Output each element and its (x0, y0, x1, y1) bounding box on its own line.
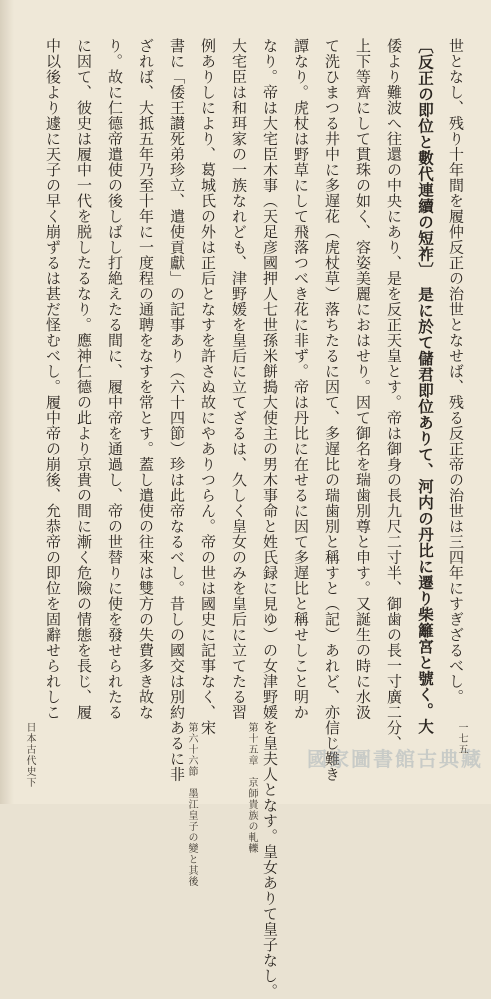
page-edge-shadow (0, 0, 14, 804)
text-column-12: り。故に仁德帝遣使の後しばし打絶えたる間に、履中帝を通過し、帝の世替りに使を發せられたる (106, 38, 124, 720)
text-column-5: て洗ひまつる井中に多遅花（虎杖草）落ちたるに因て、多遅比の瑞歯別と稱すと（記）あれど、亦信じ難き (323, 38, 341, 782)
text-column-1: 世となし、残り十年間を履仲反正の治世となせば、残る反正帝の治世は三四年にすぎざるべし。 (447, 38, 465, 705)
text-column-6: 譚なり。虎杖は野草にして飛落つべき花に非ず。帝は丹比に在せるに因て多遅比と稱せしこと明か (292, 38, 310, 720)
text-column-10: 書に「倭王讃死弟珍立、遣使貢獻」の記事あり（六十四節）珍は此帝なるべし。昔しの國交は別約あるに非 (168, 38, 186, 782)
text-column-11: ざれば、大抵五年乃至十年に一度程の通聘をなすを常とす。蓋し遣使の往來は雙方の失費多き故な (137, 38, 155, 720)
text-column-2-heading: 〔反正の即位と數代連續の短祚〕 是に於て儲君即位ありて、河内の丹比に遷り柴籬宮と號く。大 (416, 38, 435, 735)
text-column-14: 中以後より遽に天子の早く崩ずるは甚だ怪むべし。履中帝の崩後、允恭帝の即位を固辭せられしこ (44, 38, 62, 720)
library-watermark: 國家圖書館古典藏 (307, 747, 483, 771)
footer-book-title-vertical: 日本古代史下 (24, 722, 35, 788)
text-column-8: 大宅臣は和珥家の一族なれども、津野媛を皇后に立てざるは、久しく皇女のみを皇后に立てたる習 (230, 38, 248, 720)
footer-chapter: 第十五章 京師貴族の軋轢 (246, 722, 257, 854)
text-column-13: に因て、彼史は履中一代を脱したるなり。應神仁德の此より京貴の間に漸く危險の情態を長じ、履 (75, 38, 93, 720)
text-column-4: 上下等齊にして貫珠の如く、容姿美麗におはせり。因て御名を瑞歯別尊と申す。又誕生の時に水汲 (354, 38, 372, 720)
text-column-3: 倭より難波へ往還の中央にあり、是を反正天皇とす。帝は御身の長九尺二寸半、御歯の長一寸廣二分、 (385, 38, 403, 751)
text-column-9: 例ありしにより、葛城氏の外は正后となすを許さぬ故にやありつらん。帝の世は國史に記事なく、宋 (199, 38, 217, 736)
text-column-7: なり。帝は大宅臣木事（天足彦國押人七世孫米餅搗大使主の男木事命と姓氏録に見ゆ）の女津野媛を皇夫人となす。皇女ありて皇子なし。 (261, 38, 279, 999)
footer-page-number: 一七五 (456, 722, 467, 755)
footer-section: 第六十六節 墨江皇子の變と其後 (186, 722, 197, 887)
